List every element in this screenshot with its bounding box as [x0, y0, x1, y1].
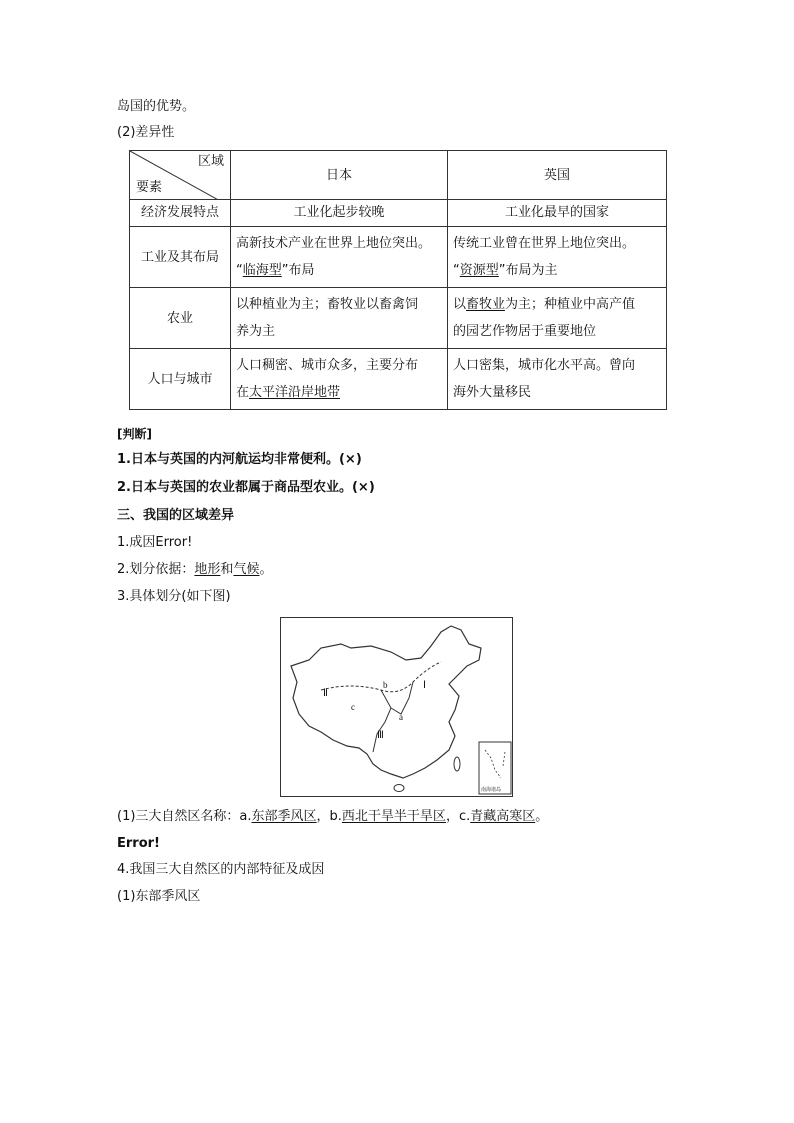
cell-uk: 工业化最早的国家 [448, 200, 667, 227]
row-label: 工业及其布局 [130, 227, 231, 288]
answer-blank: 青藏高寒区 [470, 809, 536, 824]
corner-bottom-label: 要素 [136, 180, 163, 195]
cell-uk [448, 288, 667, 349]
corner-cell [130, 151, 231, 200]
cell-japan [231, 349, 448, 410]
cell-line: 的园艺作物居于重要地位 [453, 324, 597, 339]
regions-sep: ，b. [316, 809, 342, 824]
answer-blank: 资源型 [459, 263, 499, 278]
cell-japan [231, 227, 448, 288]
answer-blank: 临海型 [242, 263, 282, 278]
cell-text: 以 [453, 297, 467, 312]
regions-prefix: (1)三大自然区名称：a. [117, 809, 252, 824]
cell-uk [448, 349, 667, 410]
judge-heading: [判断] [117, 427, 152, 441]
answer-blank: 东部季风区 [251, 809, 317, 824]
answer-blank: 畜牧业 [466, 297, 506, 312]
table-row [130, 288, 667, 349]
cell-japan [231, 288, 448, 349]
table-row [130, 349, 667, 410]
row-label: 农业 [130, 288, 231, 349]
regions-sep: ，c. [445, 809, 471, 824]
table-row [130, 200, 667, 227]
basis-prefix: 2.划分依据： [117, 562, 195, 577]
cell-line: 传统工业曾在世界上地位突出。 [453, 236, 636, 251]
cell-line: 人口稠密、城市众多，主要分布 [236, 358, 419, 373]
judge-question-1: 1.日本与英国的内河航运均非常便利。(×) [117, 452, 362, 467]
hainan-island [394, 785, 404, 792]
comparison-table [129, 150, 667, 410]
label-II: Ⅱ [323, 688, 328, 699]
answer-blank: 气候 [233, 562, 260, 577]
taiwan-island [454, 757, 460, 771]
item4-subheading: (1)东部季风区 [117, 889, 201, 904]
cell-line [453, 257, 661, 284]
division-line: 3.具体划分(如下图) [117, 589, 231, 604]
col-header-japan: 日本 [231, 151, 448, 200]
basis-end: 。 [259, 562, 273, 577]
table-row [130, 227, 667, 288]
answer-blank: 地形 [194, 562, 221, 577]
judge-question-2: 2.日本与英国的农业都属于商品型农业。(×) [117, 480, 375, 495]
corner-top-label: 区域 [197, 154, 224, 169]
answer-blank: 西北干旱半干旱区 [341, 809, 446, 824]
cell-line: 以种植业为主；畜牧业以畜禽饲 [236, 297, 419, 312]
answer-blank: 太平洋沿岸地带 [249, 385, 341, 400]
quote-open: “ [236, 263, 243, 278]
row-label: 经济发展特点 [130, 200, 231, 227]
cell-line [453, 291, 661, 318]
cell-line: 人口密集，城市化水平高。曾向 [453, 358, 636, 373]
map-drawing [281, 618, 512, 796]
diff-heading: (2)差异性 [117, 125, 175, 140]
col-header-uk: 英国 [448, 151, 667, 200]
cell-japan: 工业化起步较晚 [231, 200, 448, 227]
error-line: Error! [117, 836, 160, 851]
regions-line [117, 808, 548, 826]
label-III: Ⅲ [377, 730, 384, 741]
china-regions-map [280, 617, 513, 797]
cell-line [236, 379, 442, 406]
table-header-row [130, 151, 667, 200]
cell-line: 高新技术产业在世界上地位突出。 [236, 236, 432, 251]
cell-text: 在 [236, 385, 250, 400]
regions-end: 。 [535, 809, 549, 824]
cause-line: 1.成因Error! [117, 535, 193, 550]
cell-line [236, 257, 442, 284]
basis-mid: 和 [220, 562, 234, 577]
cell-text: 为主；种植业中高产值 [505, 297, 636, 312]
label-a: a [399, 712, 403, 722]
china-outline [291, 626, 481, 778]
row-label: 人口与城市 [130, 349, 231, 410]
quote-open: “ [453, 263, 460, 278]
label-c: c [351, 702, 355, 712]
section-heading: 三、我国的区域差异 [117, 508, 235, 523]
intro-tail: 岛国的优势。 [117, 99, 196, 114]
cell-line: 养为主 [236, 324, 276, 339]
inset-label: 南海诸岛 [481, 787, 502, 793]
cell-text: ”布局 [281, 263, 315, 278]
cell-text: ”布局为主 [498, 263, 558, 278]
cell-line: 海外大量移民 [453, 385, 532, 400]
label-I: Ⅰ [423, 680, 426, 691]
basis-line [117, 561, 272, 579]
label-b: b [383, 680, 388, 690]
item4-heading: 4.我国三大自然区的内部特征及成因 [117, 862, 325, 877]
cell-uk [448, 227, 667, 288]
